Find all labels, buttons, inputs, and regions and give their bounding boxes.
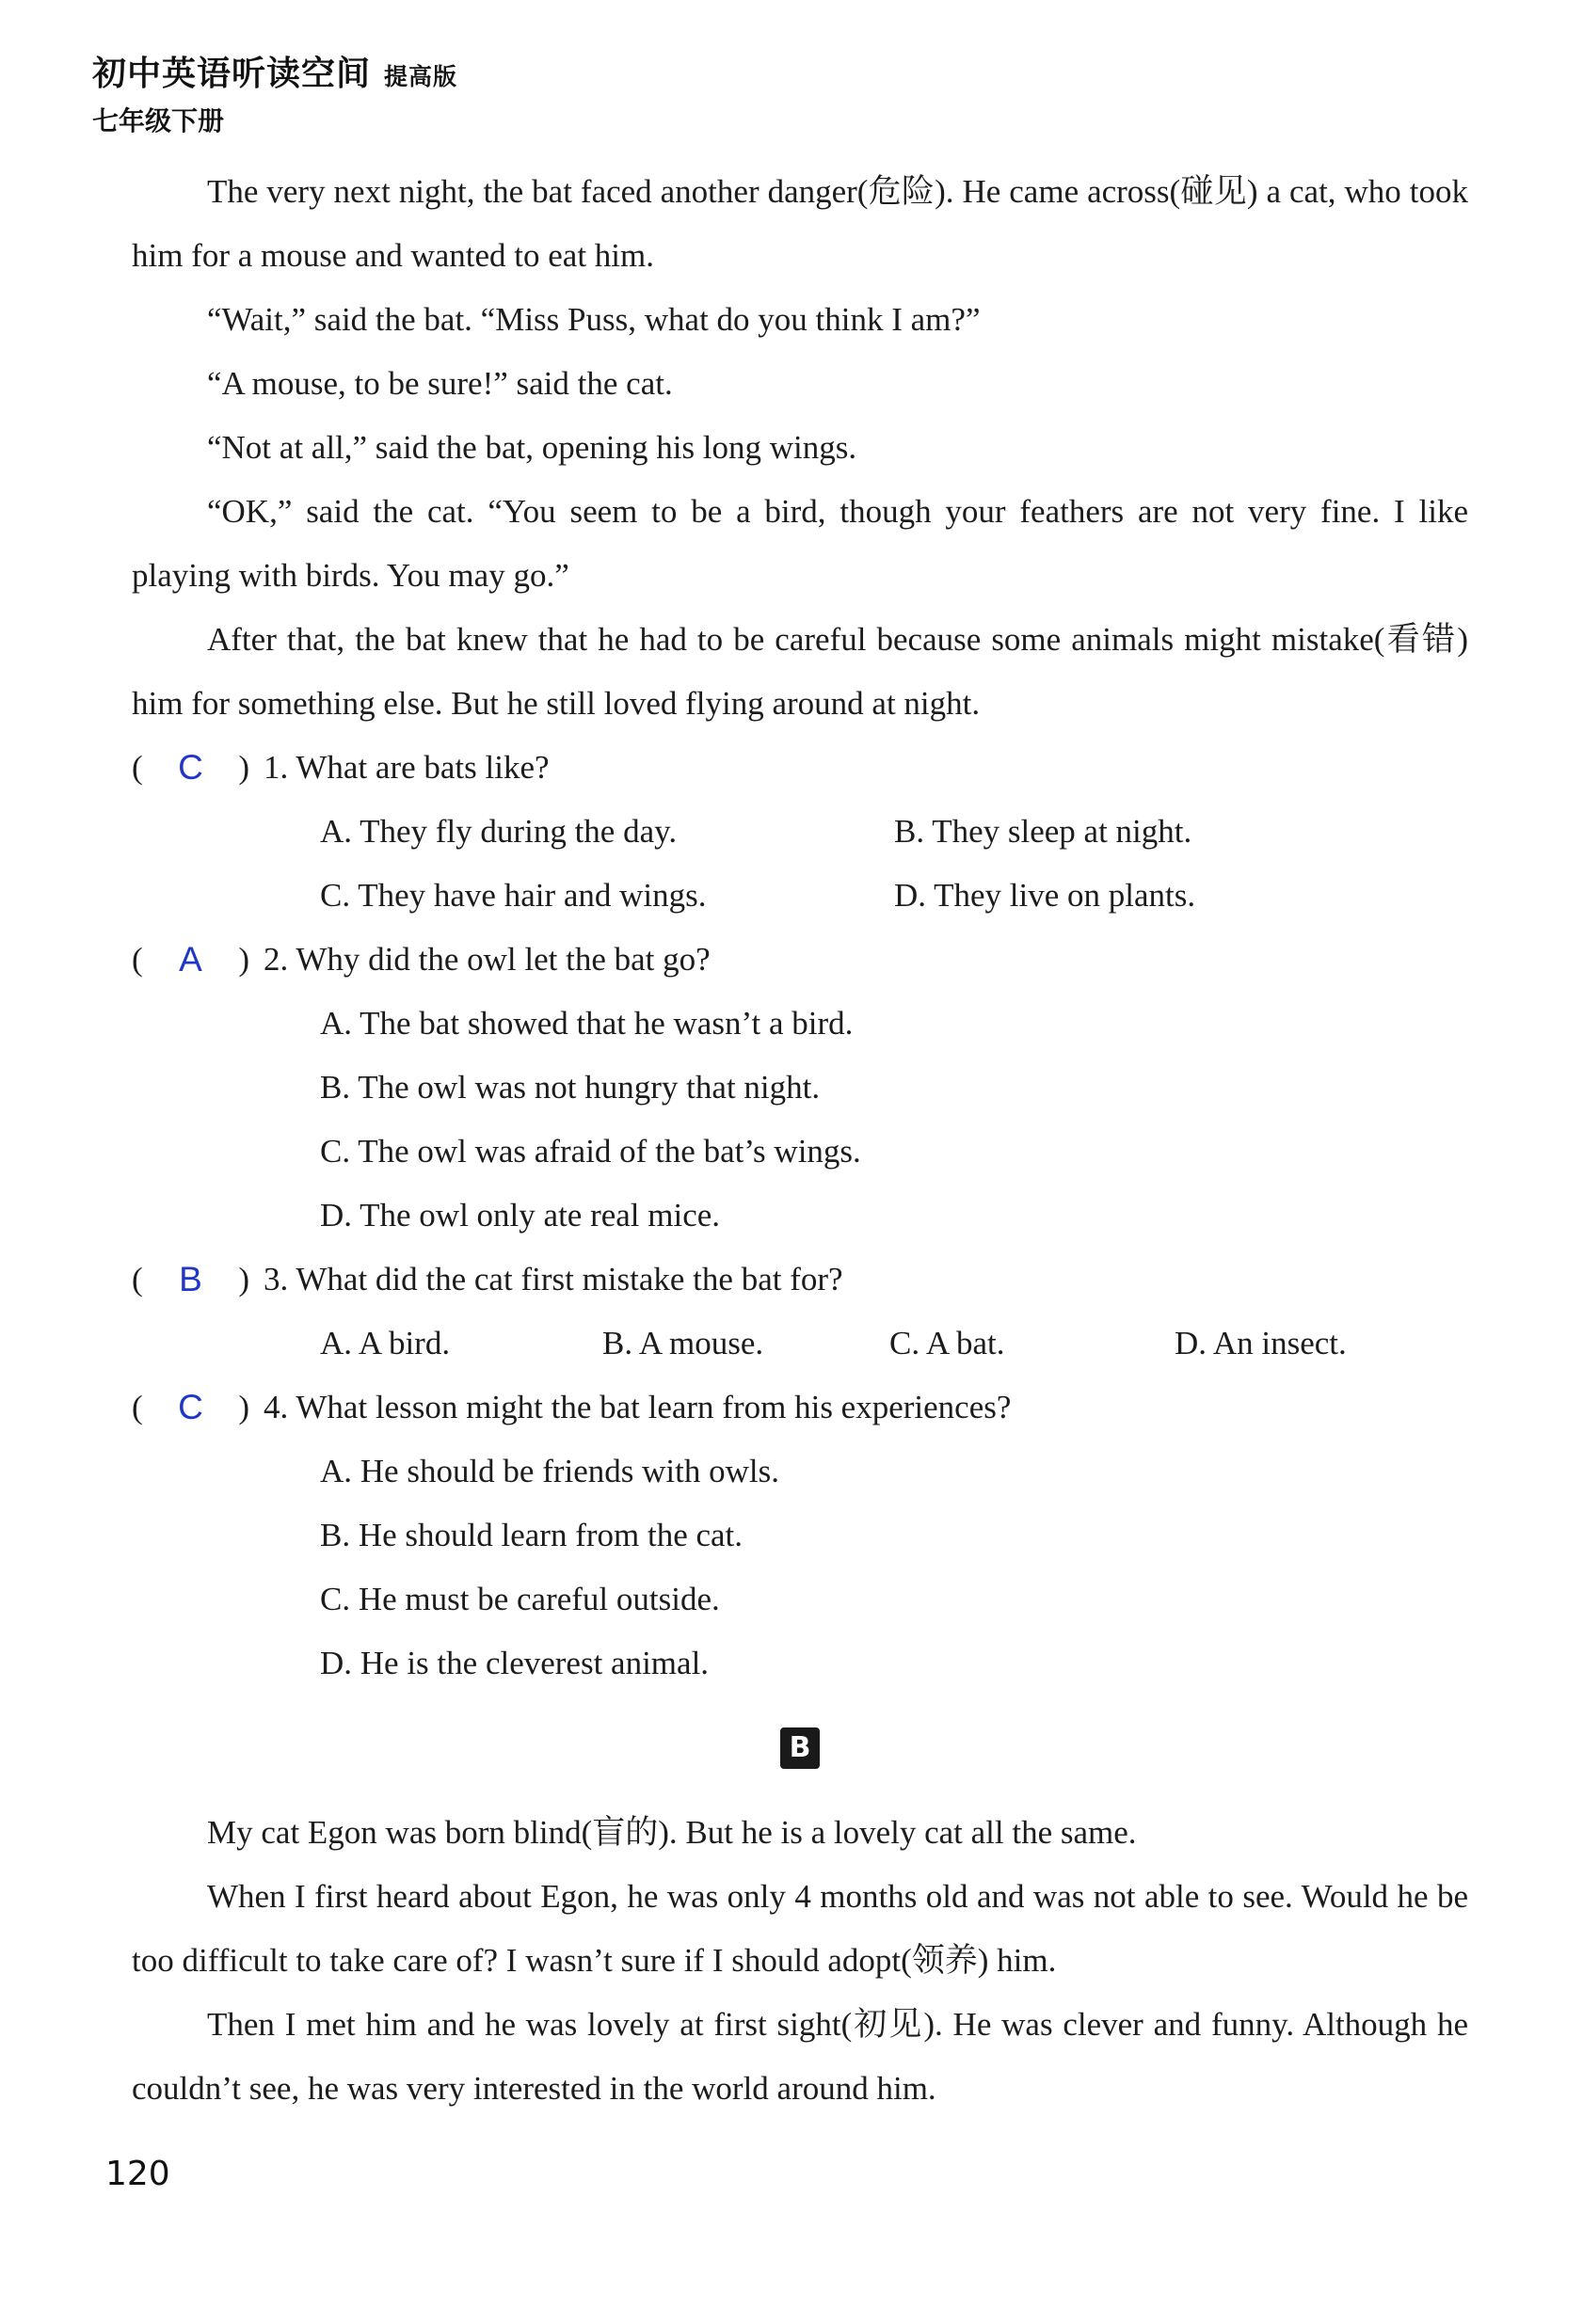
option-a: A. The bat showed that he wasn’t a bird. — [320, 1005, 854, 1042]
passage-a-paragraph: After that, the bat knew that he had to be careful because some animals might mistake(看错) him for something else. But he still loved flying around at night. — [132, 621, 1468, 722]
option-row — [132, 1184, 1468, 1248]
question-number: 1. — [264, 749, 289, 786]
option-row — [132, 1440, 1468, 1504]
question-prompt: What lesson might the bat learn from his experiences? — [296, 1389, 1012, 1425]
question-2 — [132, 928, 1468, 992]
section-b-badge — [132, 1727, 1468, 1769]
option-row — [132, 1504, 1468, 1568]
book-title-text: 初中英语听读空间 — [92, 55, 372, 93]
passage-b-paragraph: Then I met him and he was lovely at first sight(初见). He was clever and funny. Although he couldn’t see, he was very interested in the world around him. — [132, 2006, 1468, 2107]
option-c: C. They have hair and wings. — [320, 877, 707, 914]
page-content — [132, 160, 1468, 2121]
question-prompt: What are bats like? — [296, 749, 550, 786]
option-a: A. He should be friends with owls. — [320, 1453, 780, 1489]
option-row — [132, 992, 1468, 1056]
answer-bracket: ( B ) — [132, 1248, 249, 1312]
answer-mark: C — [178, 748, 203, 787]
question-3 — [132, 1248, 1468, 1312]
question-text — [264, 1376, 1011, 1440]
passage-a-paragraph: “OK,” said the cat. “You seem to be a bird, though your feathers are not very fine. I like playing with birds. You may go.” — [132, 493, 1468, 594]
answer-bracket: ( C ) — [132, 736, 249, 800]
option-a: A. A bird. — [320, 1325, 451, 1361]
question-4 — [132, 1376, 1468, 1440]
option-d: D. An insect. — [1175, 1325, 1347, 1361]
option-row — [132, 1056, 1468, 1120]
question-prompt: What did the cat first mistake the bat for? — [296, 1261, 843, 1297]
option-c: C. He must be careful outside. — [320, 1581, 720, 1617]
option-d: D. The owl only ate real mice. — [320, 1197, 721, 1234]
option-b: B. He should learn from the cat. — [320, 1517, 744, 1553]
question-1 — [132, 736, 1468, 800]
option-d: D. He is the cleverest animal. — [320, 1645, 710, 1681]
question-prompt: Why did the owl let the bat go? — [296, 941, 711, 978]
answer-mark: A — [179, 940, 202, 979]
question-text — [264, 928, 711, 992]
answer-mark: B — [179, 1260, 202, 1298]
question-number: 3. — [264, 1261, 289, 1297]
answer-bracket: ( A ) — [132, 928, 249, 992]
question-number: 2. — [264, 941, 289, 978]
question-text — [264, 736, 550, 800]
passage-a-paragraph: “Wait,” said the bat. “Miss Puss, what do you think I am?” — [207, 301, 981, 338]
answer-bracket: ( C ) — [132, 1376, 249, 1440]
option-b: B. They sleep at night. — [894, 813, 1192, 850]
question-text — [264, 1248, 843, 1312]
question-number: 4. — [264, 1389, 289, 1425]
passage-a-paragraph: The very next night, the bat faced another danger(危险). He came across(碰见) a cat, who took him for a mouse and wanted to eat him. — [132, 173, 1468, 274]
passage-b-paragraph: When I first heard about Egon, he was only 4 months old and was not able to see. Would he be too difficult to take care of? I wasn’t sure if I should adopt(领养) him. — [132, 1878, 1468, 1979]
section-label: B — [780, 1727, 820, 1769]
option-row — [132, 864, 1468, 928]
grade-subtitle: 七年级下册 — [92, 105, 225, 136]
edition-badge: 提高版 — [384, 63, 458, 90]
option-d: D. They live on plants. — [894, 877, 1196, 914]
option-row — [132, 1632, 1468, 1695]
option-row — [132, 800, 1468, 864]
page-number: 120 — [105, 2155, 170, 2193]
answer-mark: C — [178, 1388, 203, 1426]
book-title — [92, 47, 457, 95]
passage-a-paragraph: “Not at all,” said the bat, opening his long wings. — [207, 429, 857, 466]
option-c: C. A bat. — [889, 1325, 1005, 1361]
option-b: B. A mouse. — [602, 1325, 764, 1361]
option-row — [132, 1568, 1468, 1632]
option-c: C. The owl was afraid of the bat’s wings. — [320, 1133, 861, 1170]
page-header — [92, 47, 457, 138]
option-b: B. The owl was not hungry that night. — [320, 1069, 821, 1106]
option-row — [132, 1120, 1468, 1184]
passage-b-paragraph: My cat Egon was born blind(盲的). But he is a lovely cat all the same. — [207, 1814, 1137, 1851]
passage-a-paragraph: “A mouse, to be sure!” said the cat. — [207, 365, 673, 402]
option-a: A. They fly during the day. — [320, 813, 678, 850]
option-row — [132, 1312, 1468, 1376]
